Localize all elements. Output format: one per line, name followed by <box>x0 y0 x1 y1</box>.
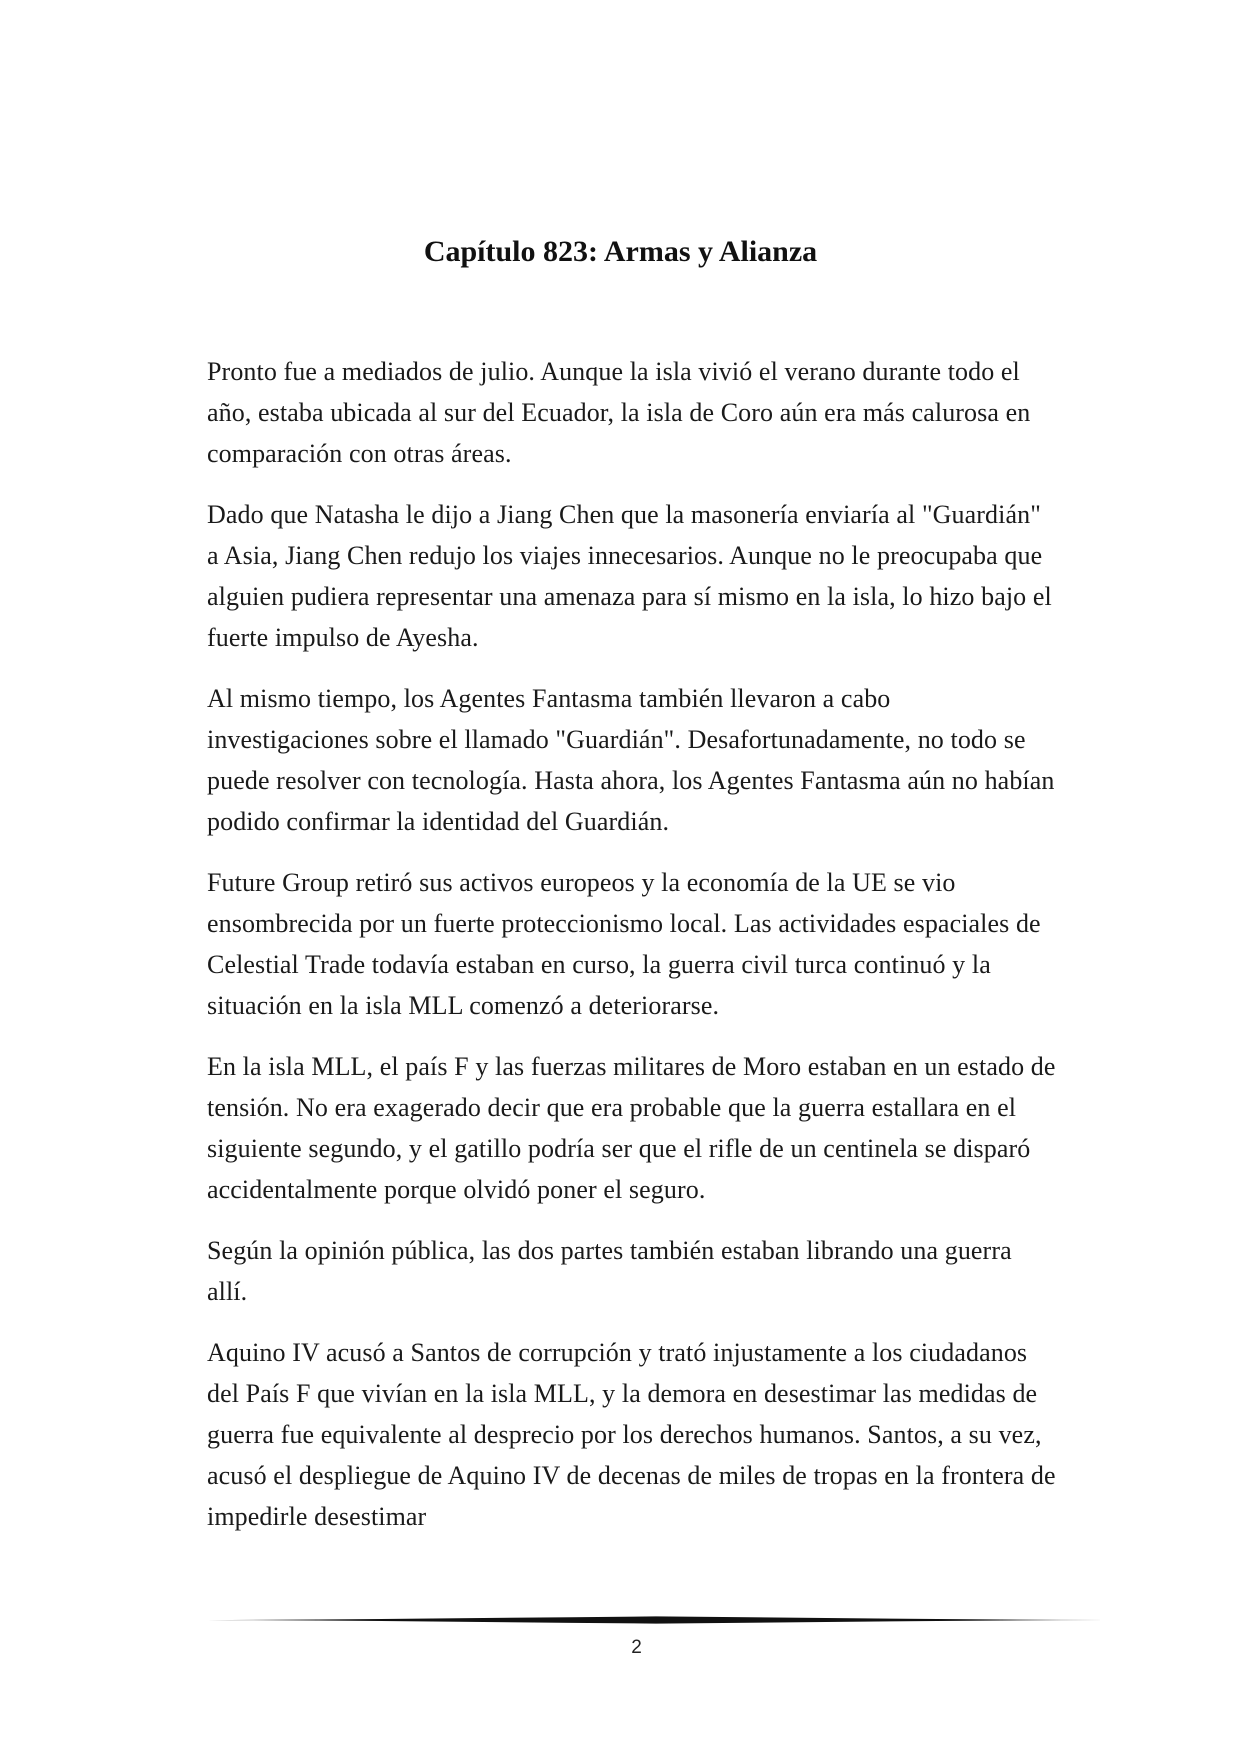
paragraph: Aquino IV acusó a Santos de corrupción y trató injustamente a los ciudadanos del País F que vivían en la isla MLL, y la demora en desestimar las medidas de guerra fue equivalente al desprecio por los derechos humanos. Santos, a su vez, acusó el despliegue de Aquino IV de decenas de miles de tropas en la frontera de impedirle desestimar <box>207 1338 1056 1531</box>
chapter-title: Capítulo 823: Armas y Alianza <box>423 235 818 268</box>
paragraph: Según la opinión pública, las dos partes también estaban librando una guerra allí. <box>207 1236 1012 1306</box>
paragraph: Al mismo tiempo, los Agentes Fantasma también llevaron a cabo investigaciones sobre el llamado "Guardián". Desafortunadamente, no todo se puede resolver con tecnología. Hasta ahora, los Agentes Fantasma aún no habían podido confirmar la identidad del Guardián. <box>207 684 1055 836</box>
footer-divider <box>207 1614 1105 1626</box>
paragraph: Future Group retiró sus activos europeos y la economía de la UE se vio ensombrecida por un fuerte proteccionismo local. Las actividades espaciales de Celestial Trade todavía estaban en curso, la guerra civil turca continuó y la situación en la isla MLL comenzó a deteriorarse. <box>207 868 1041 1020</box>
paragraph: En la isla MLL, el país F y las fuerzas militares de Moro estaban en un estado de tensión. No era exagerado decir que era probable que la guerra estallara en el siguiente segundo, y el gatillo podría ser que el rifle de un centinela se disparó accidentalmente porque olvidó poner el seguro. <box>207 1052 1056 1204</box>
page-number: 2 <box>631 1637 642 1658</box>
paragraph: Dado que Natasha le dijo a Jiang Chen que la masonería enviaría al "Guardián" a Asia, Jiang Chen redujo los viajes innecesarios. Aunque no le preocupaba que alguien pudiera representar una amenaza para sí mismo en la isla, lo hizo bajo el fuerte impulso de Ayesha. <box>207 500 1052 652</box>
body-text <box>207 351 1057 1557</box>
paragraph: Pronto fue a mediados de julio. Aunque la isla vivió el verano durante todo el año, estaba ubicada al sur del Ecuador, la isla de Coro aún era más calurosa en comparación con otras áreas. <box>207 357 1031 468</box>
